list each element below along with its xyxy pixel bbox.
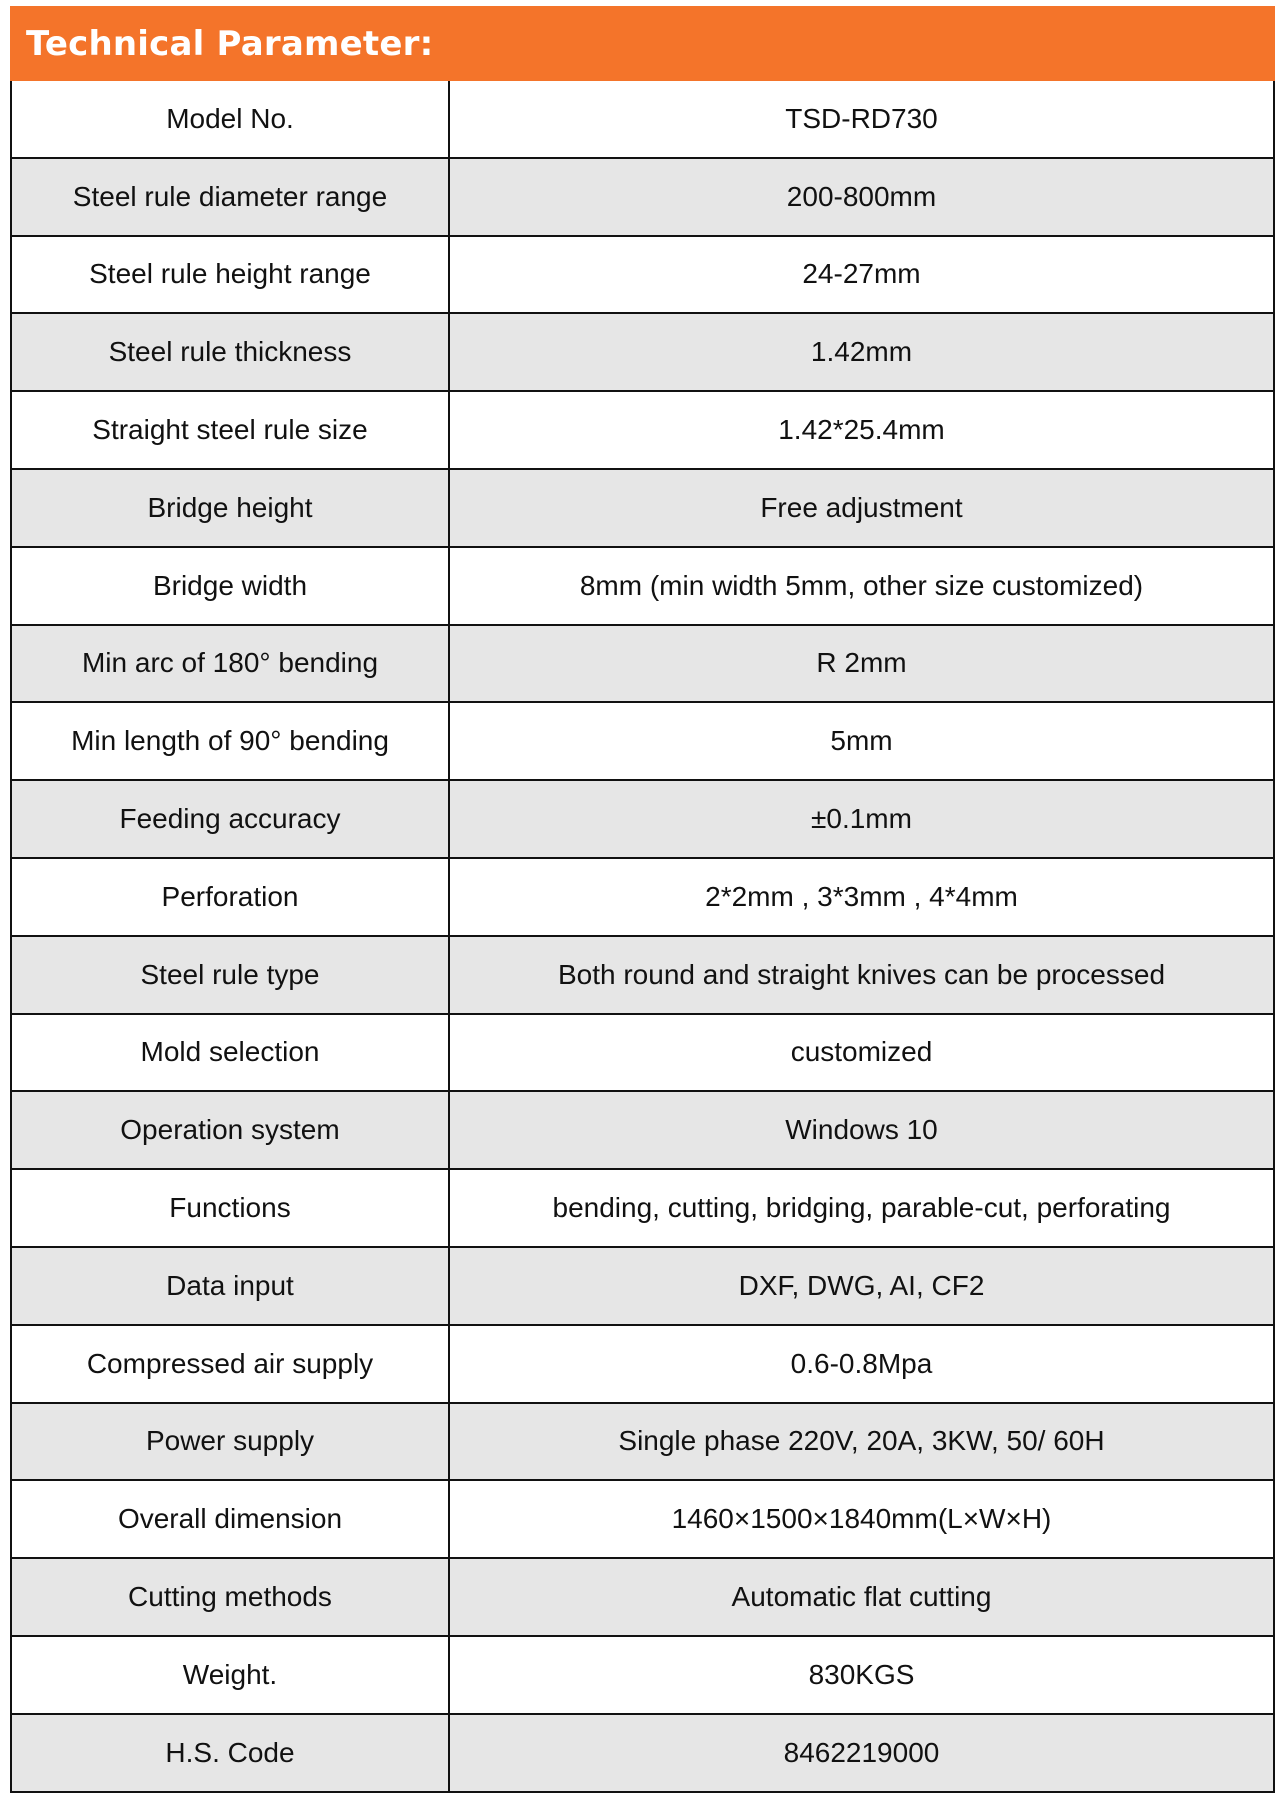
table-row: [12, 237, 1273, 315]
param-name: Power supply: [12, 1404, 450, 1480]
param-value: 830KGS: [808, 1658, 915, 1690]
table-row: [12, 1015, 1273, 1093]
param-value: 8462219000: [783, 1736, 940, 1768]
table-row: [12, 937, 1273, 1015]
table-row: [12, 470, 1273, 548]
param-name: Steel rule diameter range: [12, 159, 450, 235]
param-name: Functions: [12, 1170, 450, 1246]
param-value: R 2mm: [816, 647, 907, 679]
param-value: customized: [790, 1036, 933, 1068]
param-value: 2*2mm , 3*3mm , 4*4mm: [705, 880, 1018, 912]
table-row: [12, 159, 1273, 237]
param-value: ±0.1mm: [811, 803, 912, 835]
table-row: [12, 1715, 1273, 1793]
param-name: Weight.: [12, 1637, 450, 1713]
table-row: [12, 626, 1273, 704]
table-row: [12, 81, 1273, 159]
param-name: Steel rule thickness: [12, 314, 450, 390]
param-name: Operation system: [12, 1092, 450, 1168]
param-name: Perforation: [12, 859, 450, 935]
param-name: Overall dimension: [12, 1481, 450, 1557]
table-row: [12, 1559, 1273, 1637]
param-value: 1.42mm: [810, 336, 913, 368]
param-name: Compressed air supply: [12, 1326, 450, 1402]
table-row: [12, 1248, 1273, 1326]
param-value: Free adjustment: [760, 491, 963, 523]
table-row: [12, 1092, 1273, 1170]
param-value: 1.42*25.4mm: [778, 414, 945, 446]
table-row: [12, 781, 1273, 859]
table-row: [12, 1170, 1273, 1248]
param-value: bending, cutting, bridging, parable-cut, perforating: [552, 1192, 1171, 1224]
param-value: Windows 10: [785, 1114, 938, 1146]
param-value: 200-800mm: [786, 180, 937, 212]
table-row: [12, 859, 1273, 937]
table-row: [12, 1481, 1273, 1559]
param-name: Steel rule type: [12, 937, 450, 1013]
param-value: DXF, DWG, AI, CF2: [738, 1269, 985, 1301]
param-name: Cutting methods: [12, 1559, 450, 1635]
param-value: 0.6-0.8Mpa: [790, 1347, 933, 1379]
param-value: 5mm: [830, 725, 893, 757]
param-name: Bridge width: [12, 548, 450, 624]
table-row: [12, 392, 1273, 470]
param-value: 8mm (min width 5mm, other size customized): [579, 569, 1144, 601]
param-name: Data input: [12, 1248, 450, 1324]
table-row: [12, 1326, 1273, 1404]
table-row: [12, 1404, 1273, 1482]
param-value: Both round and straight knives can be processed: [557, 958, 1166, 990]
table-row: [12, 314, 1273, 392]
table-row: [12, 1637, 1273, 1715]
param-name: Min length of 90° bending: [12, 703, 450, 779]
param-name: Straight steel rule size: [12, 392, 450, 468]
param-value: Single phase 220V, 20A, 3KW, 50/ 60H: [618, 1425, 1105, 1457]
param-value: TSD-RD730: [785, 102, 938, 134]
spec-table: [10, 81, 1275, 1793]
param-value: 1460×1500×1840mm(L×W×H): [671, 1503, 1052, 1535]
param-value: 24-27mm: [802, 258, 921, 290]
param-name: Model No.: [12, 81, 450, 157]
param-name: Feeding accuracy: [12, 781, 450, 857]
param-value: Automatic flat cutting: [731, 1581, 992, 1613]
param-name: H.S. Code: [12, 1715, 450, 1791]
page-title: Technical Parameter:: [10, 6, 1275, 81]
param-name: Min arc of 180° bending: [12, 626, 450, 702]
param-name: Bridge height: [12, 470, 450, 546]
table-row: [12, 703, 1273, 781]
param-name: Steel rule height range: [12, 237, 450, 313]
param-name: Mold selection: [12, 1015, 450, 1091]
table-row: [12, 548, 1273, 626]
